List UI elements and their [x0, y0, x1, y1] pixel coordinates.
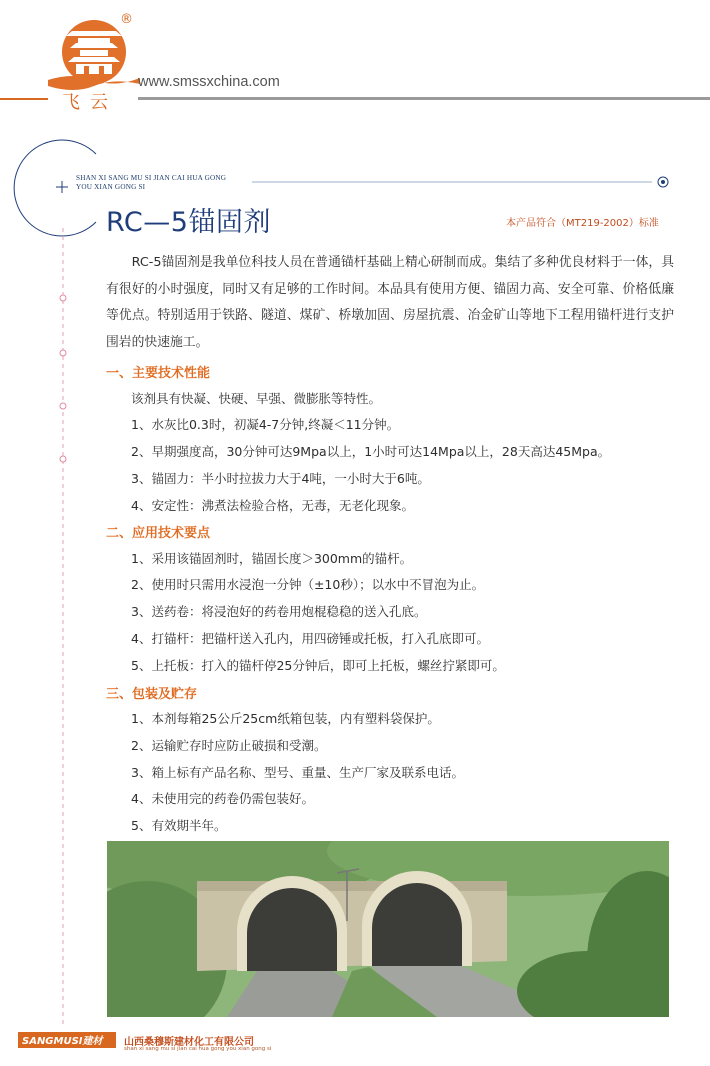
- list-item: 4、未使用完的药卷仍需包装好。: [131, 791, 314, 806]
- intro-paragraph: RC-5锚固剂是我单位科技人员在普通锚杆基础上精心研制而成。集结了多种优良材料于一体，具有很好的小时强度，同时又有足够的工作时间。本品具有使用方便、锚固力高、安全可靠、价格低廉等优点。特别适用于铁路、隧道、煤矿、桥墩加固、房屋抗震、冶金矿山等地下工程用锚杆进行支护围岩的快速施工。: [106, 255, 674, 350]
- website-link[interactable]: www.smssxchina.com: [138, 74, 280, 90]
- list-item: 3、锚固力：半小时拉拔力大于4吨，一小时大于6吨。: [131, 471, 430, 486]
- list-item: 2、使用时只需用水浸泡一分钟（±10秒）；以水中不冒泡为止。: [131, 577, 485, 592]
- company-name-en-line2: YOU XIAN GONG SI: [76, 183, 146, 191]
- list-item: 5、上托板：打入的锚杆停25分钟后，即可上托板，螺丝拧紧即可。: [131, 658, 505, 673]
- header-accent-line: [0, 98, 48, 100]
- tunnel-photo: [107, 841, 669, 1017]
- list-item: 1、采用该锚固剂时，锚固长度＞300mm的锚杆。: [131, 551, 413, 566]
- list-item: 2、运输贮存时应防止破损和受潮。: [131, 738, 327, 753]
- section-heading-packaging: 三、包装及贮存: [106, 687, 198, 702]
- company-name-pinyin: shan xi sang mu si jian cai hua gong you xian gong si: [124, 1046, 272, 1052]
- rail-dots: [57, 292, 69, 472]
- registered-mark: ®: [120, 12, 133, 27]
- logo-text: 飞云: [62, 92, 118, 113]
- company-name-cn: 山西桑穆斯建材化工有限公司: [124, 1037, 254, 1048]
- list-item: 5、有效期半年。: [131, 818, 227, 833]
- list-item: 该剂具有快凝、快硬、早强、微膨胀等特性。: [131, 391, 382, 406]
- standard-note: 本产品符合（MT219-2002）标准: [506, 218, 659, 229]
- list-item: 3、送药卷：将浸泡好的药卷用炮棍稳稳的送入孔底。: [131, 604, 427, 619]
- section-heading-application: 二、应用技术要点: [106, 526, 211, 541]
- list-item: 1、本剂每箱25公斤25cm纸箱包装，内有塑料袋保护。: [131, 711, 440, 726]
- list-item: 3、箱上标有产品名称、型号、重量、生产厂家及联系电话。: [131, 765, 464, 780]
- list-item: 1、水灰比0.3时，初凝4-7分钟,终凝＜11分钟。: [131, 417, 400, 432]
- title-decoration: [0, 130, 710, 260]
- product-title: RC—5锚固剂: [106, 207, 271, 238]
- company-name-en-line1: SHAN XI SANG MU SI JIAN CAI HUA GONG: [76, 174, 227, 182]
- brand-logo: [18, 1032, 116, 1048]
- section-heading-performance: 一、主要技术性能: [106, 366, 211, 381]
- brand-logo-text: SANGMUSI建材: [22, 1036, 103, 1047]
- list-item: 4、安定性：沸煮法检验合格，无毒，无老化现象。: [131, 498, 414, 513]
- company-name-en: [76, 174, 226, 192]
- list-item: 4、打锚杆：把锚杆送入孔内，用四磅锤或托板，打入孔底即可。: [131, 631, 489, 646]
- list-item: 2、早期强度高，30分钟可达9Mpa以上，1小时可达14Mpa以上，28天高达45Mpa。: [131, 444, 611, 459]
- header-rule: [138, 97, 710, 100]
